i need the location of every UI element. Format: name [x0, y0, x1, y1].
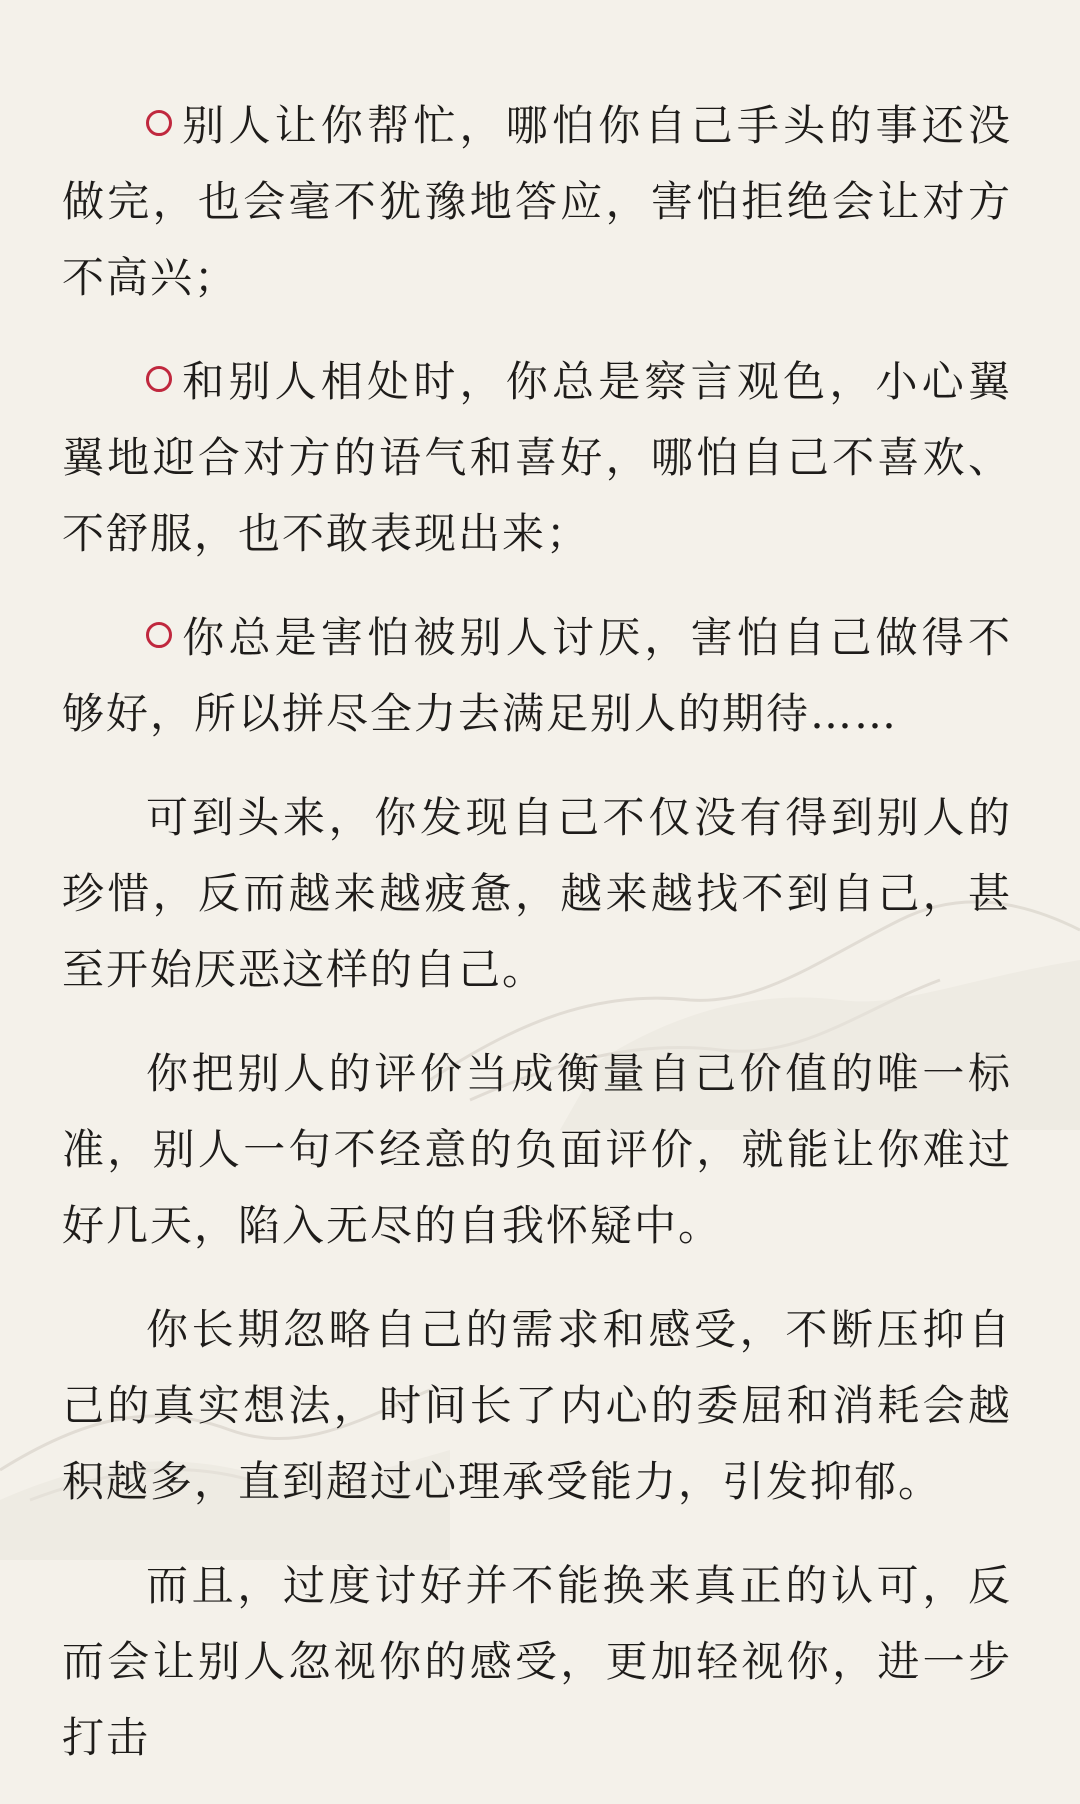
- article-body: [62, 88, 1012, 1804]
- body-paragraph: [62, 1292, 1012, 1520]
- body-paragraph: [62, 1548, 1012, 1776]
- bullet-paragraph: [62, 344, 1012, 572]
- bullet-paragraph: [62, 88, 1012, 316]
- red-circle-bullet-icon: [146, 110, 172, 136]
- bullet-paragraph: [62, 600, 1012, 752]
- paragraph-text: 而且，过度讨好并不能换来真正的认可，反而会让别人忽视你的感受，更加轻视你，进一步打击: [62, 1561, 1012, 1762]
- paragraph-text: 可到头来，你发现自己不仅没有得到别人的珍惜，反而越来越疲惫，越来越找不到自己，甚至开始厌恶这样的自己。: [62, 793, 1012, 994]
- paragraph-text: 和别人相处时，你总是察言观色，小心翼翼地迎合对方的语气和喜好，哪怕自己不喜欢、不舒服，也不敢表现出来；: [62, 357, 1012, 558]
- paragraph-text: 你总是害怕被别人讨厌，害怕自己做得不够好，所以拼尽全力去满足别人的期待……: [62, 613, 1012, 738]
- paragraph-text: 你把别人的评价当成衡量自己价值的唯一标准，别人一句不经意的负面评价，就能让你难过好几天，陷入无尽的自我怀疑中。: [62, 1049, 1012, 1250]
- paragraph-text: 别人让你帮忙，哪怕你自己手头的事还没做完，也会毫不犹豫地答应，害怕拒绝会让对方不高兴；: [62, 101, 1012, 302]
- red-circle-bullet-icon: [146, 622, 172, 648]
- body-paragraph: [62, 1036, 1012, 1264]
- red-circle-bullet-icon: [146, 366, 172, 392]
- body-paragraph: [62, 780, 1012, 1008]
- paragraph-text: 你长期忽略自己的需求和感受，不断压抑自己的真实想法，时间长了内心的委屈和消耗会越积越多，直到超过心理承受能力，引发抑郁。: [62, 1305, 1012, 1506]
